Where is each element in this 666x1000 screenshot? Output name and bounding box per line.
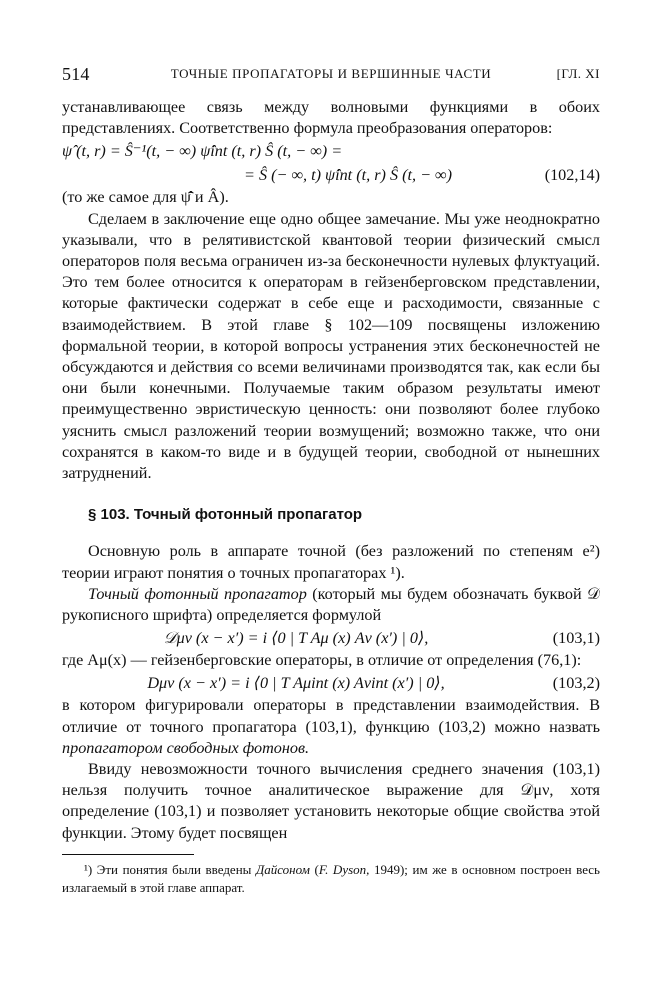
equation-102-14-line1	[62, 139, 600, 163]
footnote-author-latin: F. Dyson,	[318, 861, 370, 877]
paragraph-free-photons	[62, 695, 600, 759]
page-number: 514	[62, 64, 90, 84]
term-exact-photon-propagator: Точный фотонный пропагатор	[88, 584, 307, 603]
footnote-mid: (	[309, 861, 319, 877]
equation-103-1-formula: 𝒟μν (x − x′) = i ⟨0 | T Aμ (x) Aν (x′) | 0⟩,	[163, 629, 429, 648]
running-header	[62, 64, 600, 84]
equation-102-14-line2	[62, 163, 600, 187]
footnote	[62, 861, 600, 897]
section-heading: § 103. Точный фотонный пропагатор	[88, 506, 363, 524]
footnote-divider	[62, 854, 194, 855]
equation-103-2-formula: Dμν (x − x′) = i ⟨0 | T Aμint (x) Aνint (x′) | 0⟩,	[147, 674, 445, 693]
paragraph-general-remark: Сделаем в заключение еще одно общее замечание. Мы уже неоднократно указывали, что в релятивистской квантовой теории физический смысл операторов поля весьма ограничен из-за бесконечности нулевых флуктуаций. Это тем более относится к операторам в гейзенберговском представлении, которые фактически содержат в себе еще и расходимости, связанные с взаимодействием. В этой главе § 102—109 посвящены изложению формальной теории, в которой вопросы устранения этих бесконечностей не обсуждаются и действия со всеми величинами производятся так, как если бы они были конечными. Получаемые таким образом результаты имеют преимущественно эвристическую ценность: они позволяют более глубоко уяснить смысл разложений теории возмущений; возможно также, что они сохранятся в каком-то виде и в будущей теории, свободной от нынешних затруднений.	[62, 209, 600, 483]
paragraph-main-role: Основную роль в аппарате точной (без разложений по степеням e²) теории играют понятия о точных пропагаторах ¹).	[62, 542, 600, 582]
paragraph-heisenberg-operators: где Aμ(x) — гейзенберговские операторы, в отличие от определения (76,1):	[62, 651, 582, 670]
term-free-photon-propagator: пропагатором свободных фотонов.	[62, 738, 310, 757]
equation-103-2	[62, 671, 600, 695]
running-title: ТОЧНЫЕ ПРОПАГАТОРЫ И ВЕРШИННЫЕ ЧАСТИ	[170, 66, 492, 81]
paragraph-impossibility: Ввиду невозможности точного вычисления среднего значения (103,1) нельзя получить точное аналитическое выражение для 𝒟μν, хотя определение (103,1) и позволяет установить некоторые общие свойства этой функции. Этому будет посвящен	[62, 760, 600, 842]
footnote-end: 1949); им же в основном построен весь излагаемый в этой главе аппарат.	[62, 861, 600, 895]
free-photons-text: в котором фигурировали операторы в представлении взаимодействия. В отличие от точного пропагатора (103,1), функцию (103,2) можно назвать	[62, 696, 600, 736]
footnote-start: ¹) Эти понятия были введены	[84, 861, 256, 877]
footnote-author: Дайсоном	[255, 861, 310, 877]
intro-paragraph: устанавливающее связь между волновыми функциями в обоих представлениях. Соответственно формула преобразования операторов:	[62, 98, 600, 138]
after-equation-note: (то же самое для ψ̂̄ и Â).	[62, 188, 229, 207]
page-body	[62, 97, 600, 897]
equation-102-14-formula-1: ψ̂ (t, r) = Ŝ⁻¹(t, − ∞) ψ̂int (t, r) Ŝ (t, − ∞) =	[62, 142, 343, 161]
equation-103-1	[62, 626, 600, 650]
equation-103-2-number: (103,2)	[552, 674, 600, 693]
definition-text: (который мы будем обозначать буквой 𝒟 рукописного шрифта) определяется формулой	[62, 584, 600, 625]
equation-103-1-number: (103,1)	[552, 629, 600, 648]
paragraph-definition	[62, 584, 600, 626]
chapter-label: [ГЛ. XI	[556, 66, 600, 81]
equation-102-14-number: (102,14)	[544, 166, 600, 185]
equation-102-14-formula-2: = Ŝ (− ∞, t) ψ̂int (t, r) Ŝ (t, − ∞)	[244, 166, 452, 185]
